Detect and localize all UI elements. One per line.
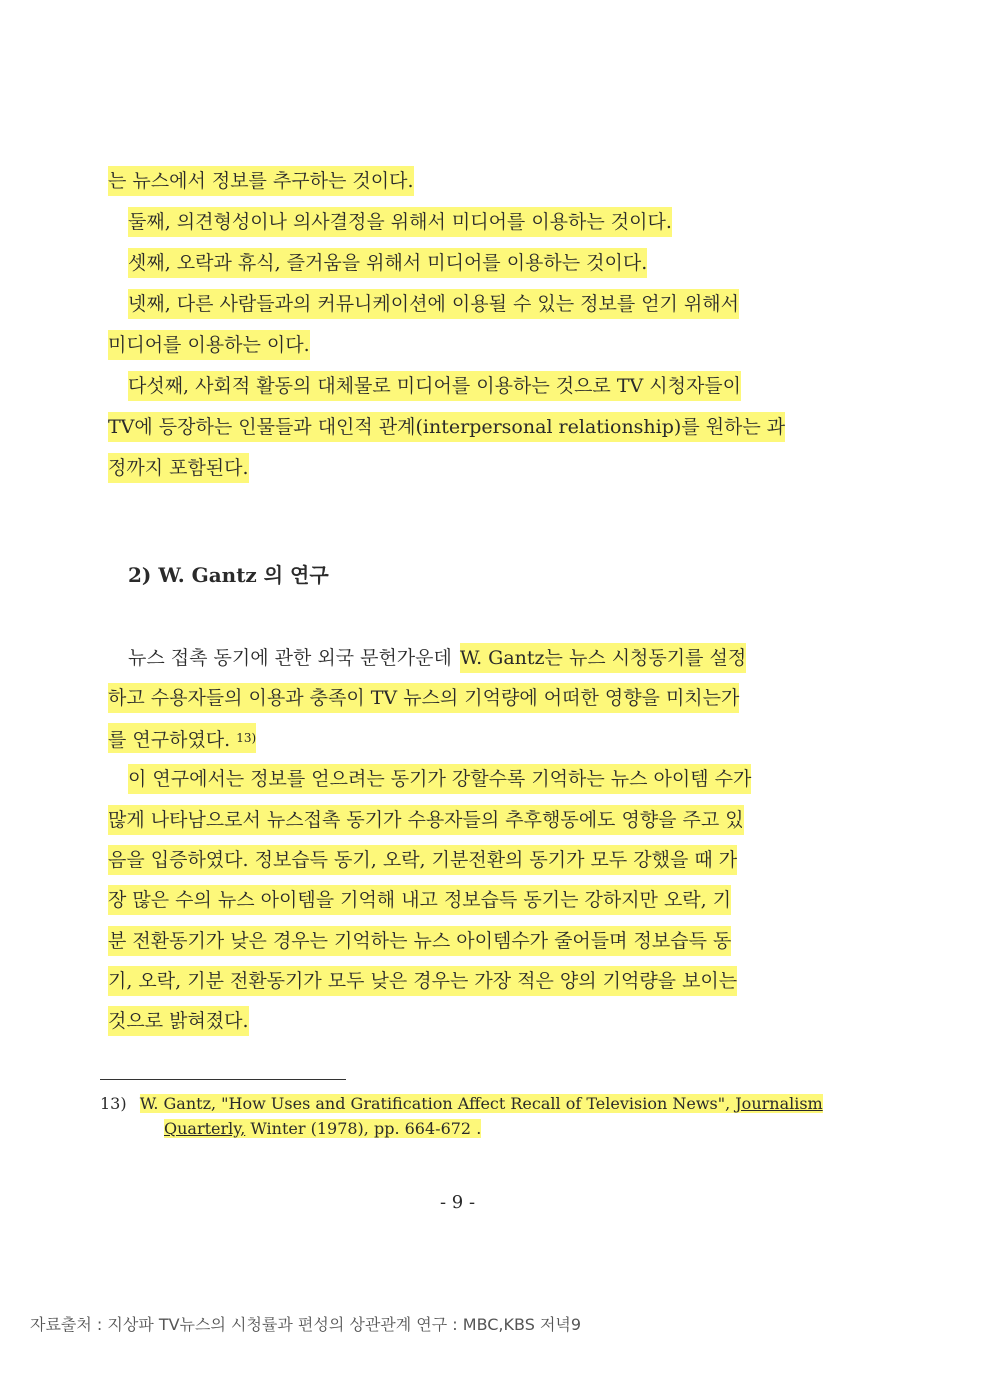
highlighted-text-part: 를 연구하였다. <box>108 729 231 751</box>
plain-text: 뉴스 접촉 동기에 관한 외국 문헌가운데 <box>128 647 452 669</box>
highlighted-text: 미디어를 이용하는 이다. <box>108 330 310 360</box>
highlighted-text: 분 전환동기가 낮은 경우는 기억하는 뉴스 아이템수가 줄어들며 정보습득 동 <box>108 926 731 956</box>
footnote-reference: 13) <box>236 731 257 745</box>
text-line <box>108 166 820 196</box>
footnote-continuation <box>164 1117 481 1141</box>
footnote-divider <box>100 1079 346 1080</box>
footnote <box>100 1092 823 1116</box>
highlighted-text <box>108 723 256 753</box>
text-line <box>108 845 820 875</box>
footnote-text <box>164 1119 481 1138</box>
highlighted-text: 다섯째, 사회적 활동의 대체물로 미디어를 이용하는 것으로 TV 시청자들이 <box>128 371 741 401</box>
footnote-text <box>140 1094 823 1113</box>
highlighted-text: 둘째, 의견형성이나 의사결정을 위해서 미디어를 이용하는 것이다. <box>128 207 672 237</box>
highlighted-text: 는 뉴스에서 정보를 추구하는 것이다. <box>108 166 414 196</box>
text-line <box>108 412 820 442</box>
text-line <box>108 723 820 753</box>
highlighted-text: 이 연구에서는 정보를 얻으려는 동기가 강할수록 기억하는 뉴스 아이템 수가 <box>128 764 751 794</box>
text-line <box>108 966 820 996</box>
text-line <box>128 371 840 401</box>
text-line <box>128 643 840 673</box>
highlighted-text: 장 많은 수의 뉴스 아이템을 기억해 내고 정보습득 동기는 강하지만 오락, 기 <box>108 885 731 915</box>
highlighted-text: 셋째, 오락과 휴식, 즐거움을 위해서 미디어를 이용하는 것이다. <box>128 248 647 278</box>
footnote-citation: Winter (1978), pp. 664-672 . <box>250 1119 482 1138</box>
text-line <box>128 764 840 794</box>
highlighted-text: 정까지 포함된다. <box>108 453 249 483</box>
highlighted-text: 많게 나타남으로서 뉴스접촉 동기가 수용자들의 추후행동에도 영향을 주고 있 <box>108 805 744 835</box>
text-line <box>128 289 840 319</box>
page-number: - 9 - <box>439 1192 476 1213</box>
highlighted-text: 하고 수용자들의 이용과 충족이 TV 뉴스의 기억량에 어떠한 영향을 미치는가 <box>108 683 739 713</box>
journal-title-part: Quarterly, <box>164 1119 246 1138</box>
text-line <box>108 926 820 956</box>
section-heading: 2) W. Gantz 의 연구 <box>128 563 329 587</box>
footnote-number: 13) <box>100 1094 127 1113</box>
text-line <box>128 248 840 278</box>
source-caption: 자료출처 : 지상파 TV뉴스의 시청률과 편성의 상관관계 연구 : MBC,KBS 저녁9 <box>30 1315 582 1334</box>
highlighted-text: 것으로 밝혀졌다. <box>108 1006 249 1036</box>
highlighted-text: 기, 오락, 기분 전환동기가 모두 낮은 경우는 가장 적은 양의 기억량을 보이는 <box>108 966 737 996</box>
highlighted-text: TV에 등장하는 인물들과 대인적 관계(interpersonal relationship)를 원하는 과 <box>108 412 785 442</box>
text-line <box>128 207 840 237</box>
text-line <box>108 885 820 915</box>
text-line <box>108 683 820 713</box>
highlighted-text: 넷째, 다른 사람들과의 커뮤니케이션에 이용될 수 있는 정보를 얻기 위해서 <box>128 289 739 319</box>
text-line <box>108 1006 820 1036</box>
journal-title-part: Journalism <box>735 1094 823 1113</box>
highlighted-text: 음을 입증하였다. 정보습득 동기, 오락, 기분전환의 동기가 모두 강했을 때 가 <box>108 845 737 875</box>
text-line <box>108 805 820 835</box>
footnote-citation: W. Gantz, "How Uses and Gratification Affect Recall of Television News", <box>139 1094 731 1113</box>
text-line <box>108 330 820 360</box>
highlighted-text: W. Gantz는 뉴스 시청동기를 설정 <box>460 643 746 673</box>
text-line <box>108 453 820 483</box>
